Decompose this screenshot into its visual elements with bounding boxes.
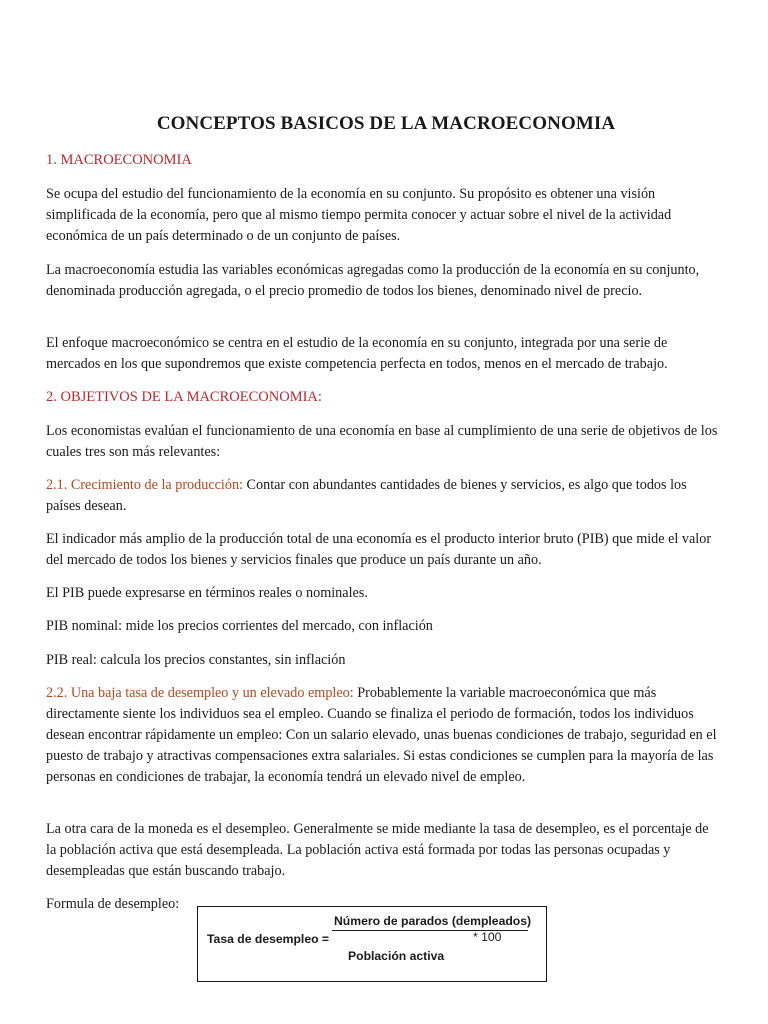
section-heading-objetivos: 2. OBJETIVOS DE LA MACROECONOMIA: (46, 389, 322, 405)
formula-numerator: Número de parados (dempleados) (334, 914, 532, 928)
paragraph-growth (46, 475, 722, 517)
paragraph-macro-approach: El enfoque macroeconómico se centra en el estudio de la economía en su conjunto, integrada por una serie de mercados en los que supondremos que existe competencia perfecta en todos, menos en el mercado de trabajo. (46, 335, 668, 372)
subheading-growth: 2.1. Crecimiento de la producción: (46, 477, 243, 493)
paragraph-definition: Se ocupa del estudio del funcionamiento de la economía en su conjunto. Su propósito es obtener una visión simplificada de la economía, pero que al mismo tiempo permita conocer y actuar sobre el nivel de la actividad económica de un país determinado o de un conjunto de países. (46, 186, 672, 244)
formula-label: Formula de desempleo: (46, 896, 180, 912)
paragraph-objectives-intro: Los economistas evalúan el funcionamiento de una economía en base al cumplimiento de una serie de objetivos de los cuales tres son más relevantes: (46, 423, 718, 460)
formula-denominator: Población activa (348, 949, 445, 963)
paragraph-employment (46, 683, 722, 788)
paragraph-pib-real: PIB real: calcula los precios constantes, sin inflación (46, 652, 346, 668)
paragraph-unemployment: La otra cara de la moneda es el desempleo. Generalmente se mide mediante la tasa de desempleo, es el porcentaje de la población activa que está desempleada. La población activa está formada por todas las personas ocupadas y desempleadas que están buscando trabajo. (46, 821, 709, 879)
paragraph-pib-definition: El indicador más amplio de la producción total de una economía es el producto interior bruto (PIB) que mide el valor del mercado de todos los bienes y servicios finales que produce un país durante un año. (46, 531, 712, 568)
subheading-employment: 2.2. Una baja tasa de desempleo y un elevado empleo: (46, 685, 354, 701)
formula-lhs: Tasa de desempleo = (207, 932, 330, 946)
formula-multiplier: * 100 (473, 930, 502, 944)
unemployment-formula-box (197, 906, 547, 982)
page-title: CONCEPTOS BASICOS DE LA MACROECONOMIA (156, 113, 616, 134)
paragraph-pib-terms: El PIB puede expresarse en términos reales o nominales. (46, 585, 368, 601)
paragraph-aggregate-variables: La macroeconomía estudia las variables económicas agregadas como la producción de la economía en su conjunto, denominada producción agregada, o el precio promedio de todos los bienes, denominado nivel de precio. (46, 262, 700, 299)
employment-text: Probablemente la variable macroeconómica que más directamente siente los individuos sea el empleo. Cuando se finaliza el periodo de formación, todos los individuos desean encontrar rápidamente un empleo: Con un salario elevado, unas buenas condiciones de trabajo, seguridad en el puesto de trabajo y atractivas compensaciones extra salariales. Si estas condiciones se cumplen para la mayoría de las personas en condiciones de trabajar, la economía tendrá un elevado nivel de empleo. (46, 685, 717, 785)
growth-text: Contar con abundantes cantidades de bienes y servicios, es algo que todos los países desean. (46, 477, 687, 514)
paragraph-pib-nominal: PIB nominal: mide los precios corrientes del mercado, con inflación (46, 618, 433, 634)
section-heading-macroeconomia: 1. MACROECONOMIA (46, 152, 192, 168)
